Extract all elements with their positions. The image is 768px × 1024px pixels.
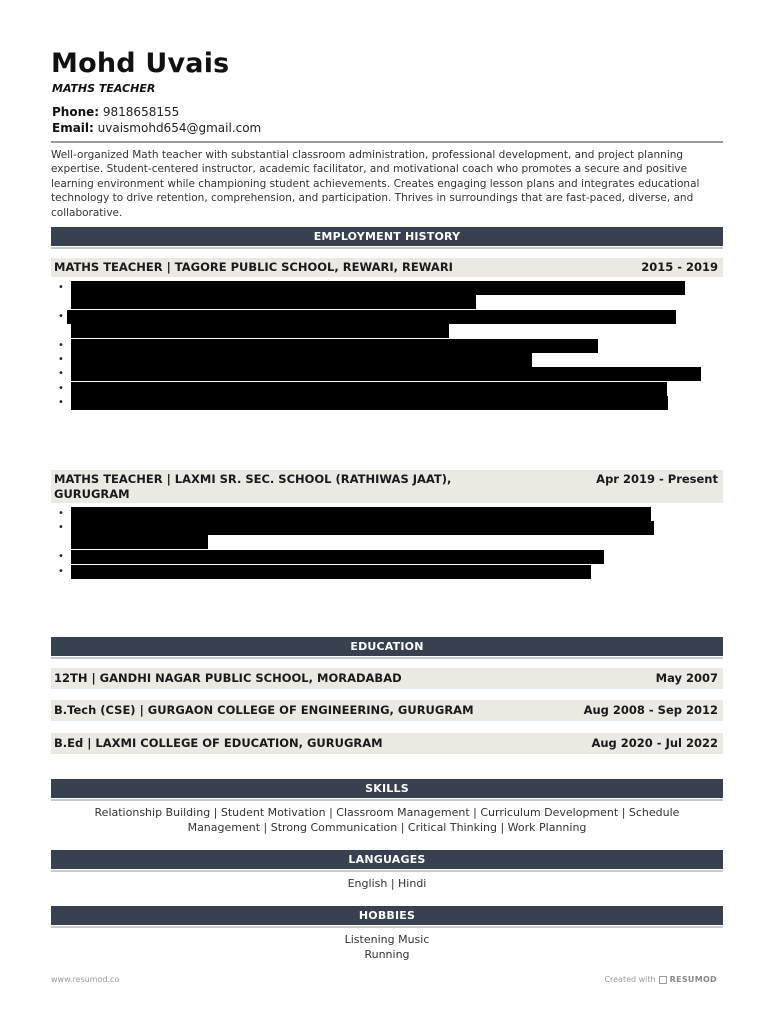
footer-credit: [604, 975, 717, 984]
education-heading: B.Tech (CSE) | GURGAON COLLEGE OF ENGINEERING, GURUGRAM: [54, 703, 474, 717]
phone-value: 9818658155: [102, 105, 180, 119]
list-item: •: [58, 550, 718, 564]
redacted-text: [71, 339, 598, 353]
redacted-text: [71, 367, 701, 381]
footer-website[interactable]: www.resumod.co: [51, 975, 120, 984]
education-section-title: EDUCATION: [350, 640, 424, 653]
candidate-role: MATHS TEACHER: [52, 82, 156, 95]
languages-section-title: LANGUAGES: [348, 853, 426, 866]
redacted-text: [67, 310, 676, 324]
list-item: •: [58, 367, 718, 381]
hobbies-section-header: [51, 906, 723, 925]
redacted-text: [71, 295, 476, 309]
skills-line: Relationship Building | Student Motivation | Classroom Management | Curriculum Development | Schedule: [94, 806, 680, 819]
list-item: •: [58, 565, 718, 579]
employment-section-title: EMPLOYMENT HISTORY: [313, 230, 461, 243]
job-bullet-list: [58, 507, 718, 579]
redacted-text: [71, 281, 685, 295]
candidate-name: Mohd Uvais: [51, 48, 230, 79]
email-value: uvaismohd654@gmail.com: [97, 121, 262, 135]
skills-section-header: [51, 779, 723, 798]
list-item: •: [58, 339, 718, 353]
hobby-item: Listening Music: [344, 933, 430, 946]
redacted-text: [71, 324, 449, 338]
redacted-text: [71, 353, 532, 367]
skills-section-title: SKILLS: [365, 782, 409, 795]
education-heading: 12TH | GANDHI NAGAR PUBLIC SCHOOL, MORADABAD: [54, 671, 402, 685]
list-item: •: [58, 507, 718, 521]
redacted-text: [71, 507, 651, 521]
phone-label: Phone:: [52, 105, 100, 119]
languages-text: English | Hindi: [347, 877, 427, 890]
resumod-logo-icon: [659, 976, 667, 984]
redacted-text: [71, 382, 667, 396]
redacted-text: [71, 396, 668, 410]
job-heading: [51, 258, 723, 277]
redacted-text: [71, 535, 208, 549]
education-row: [51, 700, 723, 721]
job-dates: Apr 2019 - Present: [596, 472, 718, 486]
list-item: •: [58, 382, 718, 396]
list-item: •: [58, 281, 718, 310]
email-line: [52, 121, 261, 135]
header-divider: [51, 141, 723, 143]
education-row: [51, 668, 723, 689]
list-item: •: [58, 396, 718, 410]
list-item: •: [58, 521, 718, 550]
job-dates: 2015 - 2019: [641, 260, 718, 274]
skills-line: Management | Strong Communication | Critical Thinking | Work Planning: [187, 821, 587, 834]
list-item: •: [58, 310, 718, 339]
education-heading: B.Ed | LAXMI COLLEGE OF EDUCATION, GURUGRAM: [54, 736, 383, 750]
job-bullet-list: [58, 281, 718, 411]
job-title-org: MATHS TEACHER | TAGORE PUBLIC SCHOOL, REWARI, REWARI: [54, 260, 453, 274]
employment-section-header: [51, 227, 723, 246]
phone-line: [52, 105, 179, 119]
list-item: •: [58, 353, 718, 367]
redacted-text: [71, 565, 591, 579]
hobby-item: Running: [364, 948, 410, 961]
redacted-text: [71, 521, 654, 535]
education-dates: May 2007: [655, 671, 718, 685]
profile-summary: Well-organized Math teacher with substantial classroom administration, professional development, and project planning expertise. Student-centered instructor, academic facilitator, and motivational coach who promotes a secure and positive learning environment while championing student achievements. Creates engaging lesson plans and integrates educational technology to drive retention, comprehension, and participation. Thrives in surroundings that are fast-paced, diverse, and collaborative.: [51, 149, 700, 219]
education-row: [51, 733, 723, 754]
education-section-header: [51, 637, 723, 656]
job-heading: [51, 470, 723, 503]
email-label: Email:: [52, 121, 94, 135]
languages-section-header: [51, 850, 723, 869]
education-dates: Aug 2008 - Sep 2012: [583, 703, 718, 717]
education-dates: Aug 2020 - Jul 2022: [591, 736, 718, 750]
job-title-org: MATHS TEACHER | LAXMI SR. SEC. SCHOOL (RATHIWAS JAAT), GURUGRAM: [54, 472, 452, 501]
redacted-text: [71, 550, 604, 564]
footer-credit-prefix: Created with: [604, 975, 656, 984]
hobbies-section-title: HOBBIES: [358, 909, 416, 922]
footer-brand: RESUMOD: [669, 975, 717, 984]
